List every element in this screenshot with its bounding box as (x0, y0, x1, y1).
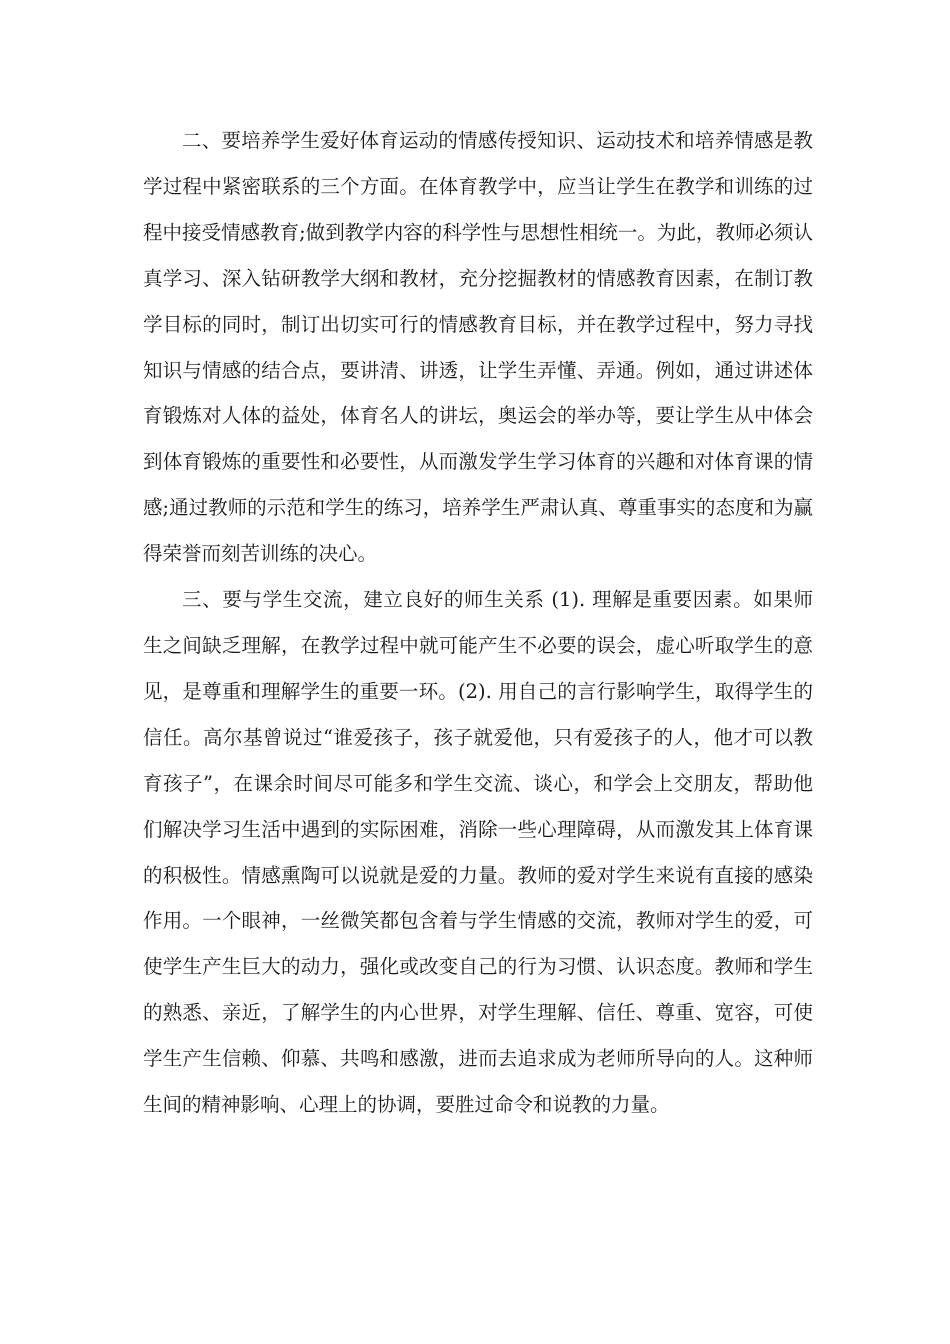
paragraph-physical-education-emotion: 二、要培养学生爱好体育运动的情感传授知识、运动技术和培养情感是教学过程中紧密联系的三个方面。在体育教学中，应当让学生在教学和训练的过程中接受情感教育;做到教学内容的科学性与思想性相统一。为此，教师必须认真学习、深入钻研教学大纲和教材，充分挖掘教材的情感教育因素，在制订教学目标的同时，制订出切实可行的情感教育目标，并在教学过程中，努力寻找知识与情感的结合点，要讲清、讲透，让学生弄懂、弄通。例如，通过讲述体育锻炼对人体的益处，体育名人的讲坛，奥运会的举办等，要让学生从中体会到体育锻炼的重要性和必要性，从而激发学生学习体育的兴趣和对体育课的情感;通过教师的示范和学生的练习，培养学生严肃认真、尊重事实的态度和为赢得荣誉而刻苦训练的决心。 (143, 129, 813, 566)
document-body (143, 118, 813, 1128)
paragraph-teacher-student-relationship: 三、要与学生交流，建立良好的师生关系 (1). 理解是重要因素。如果师生之间缺乏理解，在教学过程中就可能产生不必要的误会，虚心听取学生的意见，是尊重和理解学生的重要一环。(2). 用自己的言行影响学生，取得学生的信任。高尔基曾说过“谁爱孩子，孩子就爱他，只有爱孩子的人，他才可以教育孩子”，在课余时间尽可能多和学生交流、谈心，和学会上交朋友，帮助他们解决学习生活中遇到的实际困难，消除一些心理障碍，从而激发其上体育课的积极性。情感熏陶可以说就是爱的力量。教师的爱对学生来说有直接的感染作用。一个眼神，一丝微笑都包含着与学生情感的交流，教师对学生的爱，可使学生产生巨大的动力，强化或改变自己的行为习惯、认识态度。教师和学生的熟悉、亲近，了解学生的内心世界，对学生理解、信任、尊重、宽容，可使学生产生信赖、仰慕、共鸣和感激，进而去追求成为老师所导向的人。这种师生间的精神影响、心理上的协调，要胜过命令和说教的力量。 (143, 588, 813, 1117)
